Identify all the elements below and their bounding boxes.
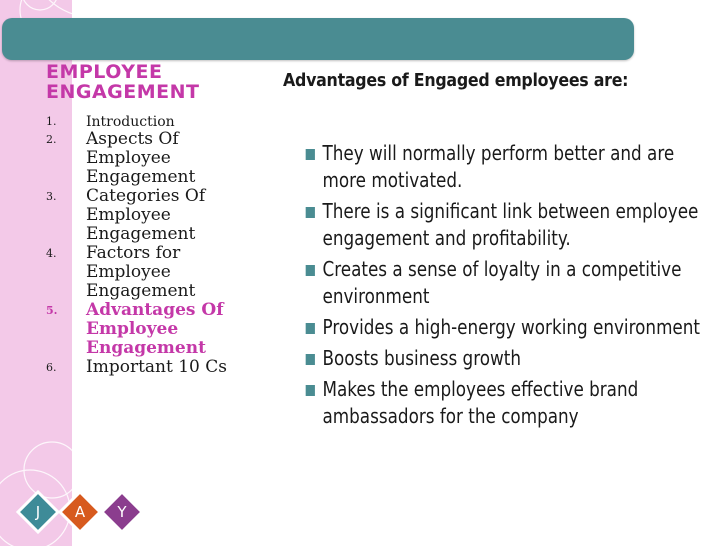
bullet-item bbox=[304, 345, 722, 372]
outline-item-aspects[interactable] bbox=[46, 130, 246, 187]
square-bullet-icon bbox=[306, 207, 315, 218]
outline-number: 3. bbox=[46, 190, 57, 203]
sidebar-title-line-1: EMPLOYEE bbox=[46, 61, 163, 83]
badge-letter: A bbox=[74, 503, 86, 521]
outline-item-advantages[interactable] bbox=[46, 301, 246, 358]
outline-label: Important 10 Cs bbox=[86, 357, 227, 377]
bullet-text: Provides a high-energy working environment bbox=[322, 315, 701, 339]
outline-number: 5. bbox=[46, 304, 58, 317]
outline-number: 1. bbox=[46, 115, 57, 128]
square-bullet-icon bbox=[306, 354, 315, 365]
bullet-item bbox=[304, 314, 722, 341]
outline-label: Advantages Of Employee Engagement bbox=[86, 300, 224, 358]
bullet-text: There is a significant link between employee engagement and profitability. bbox=[322, 199, 699, 250]
badge-a bbox=[58, 490, 102, 534]
outline-label: Aspects Of Employee Engagement bbox=[86, 129, 196, 187]
bullet-item bbox=[304, 140, 722, 194]
outline-number: 6. bbox=[46, 361, 57, 374]
badge-letter: J bbox=[35, 503, 41, 521]
outline-number: 2. bbox=[46, 133, 57, 146]
outline-number: 4. bbox=[46, 247, 57, 260]
bullet-item bbox=[304, 376, 722, 430]
square-bullet-icon bbox=[306, 265, 315, 276]
square-bullet-icon bbox=[306, 385, 315, 396]
outline-item-important-cs[interactable] bbox=[46, 358, 246, 377]
outline-label: Introduction bbox=[86, 114, 175, 130]
square-bullet-icon bbox=[306, 323, 315, 334]
badge-y bbox=[100, 490, 144, 534]
bullet-text: Makes the employees effective brand ambassadors for the company bbox=[322, 377, 639, 428]
bullet-item bbox=[304, 256, 722, 310]
bullet-item bbox=[304, 198, 722, 252]
outline-label: Categories Of Employee Engagement bbox=[86, 186, 206, 244]
bullet-text: Creates a sense of loyalty in a competitive environment bbox=[322, 257, 682, 308]
main-heading: Advantages of Engaged employees are: bbox=[283, 70, 629, 91]
advantages-list bbox=[304, 140, 704, 434]
sidebar-title bbox=[46, 62, 200, 102]
topic-outline bbox=[46, 114, 246, 377]
square-bullet-icon bbox=[306, 149, 315, 160]
outline-item-introduction[interactable] bbox=[46, 114, 246, 130]
badge-letter: Y bbox=[117, 503, 127, 521]
outline-item-factors[interactable] bbox=[46, 244, 246, 301]
title-bar bbox=[2, 18, 634, 60]
sidebar-title-line-2: ENGAGEMENT bbox=[46, 81, 200, 103]
bullet-text: They will normally perform better and are more motivated. bbox=[322, 141, 675, 192]
bullet-text: Boosts business growth bbox=[322, 346, 522, 370]
outline-label: Factors for Employee Engagement bbox=[86, 243, 196, 301]
badge-j bbox=[16, 490, 60, 534]
outline-item-categories[interactable] bbox=[46, 187, 246, 244]
